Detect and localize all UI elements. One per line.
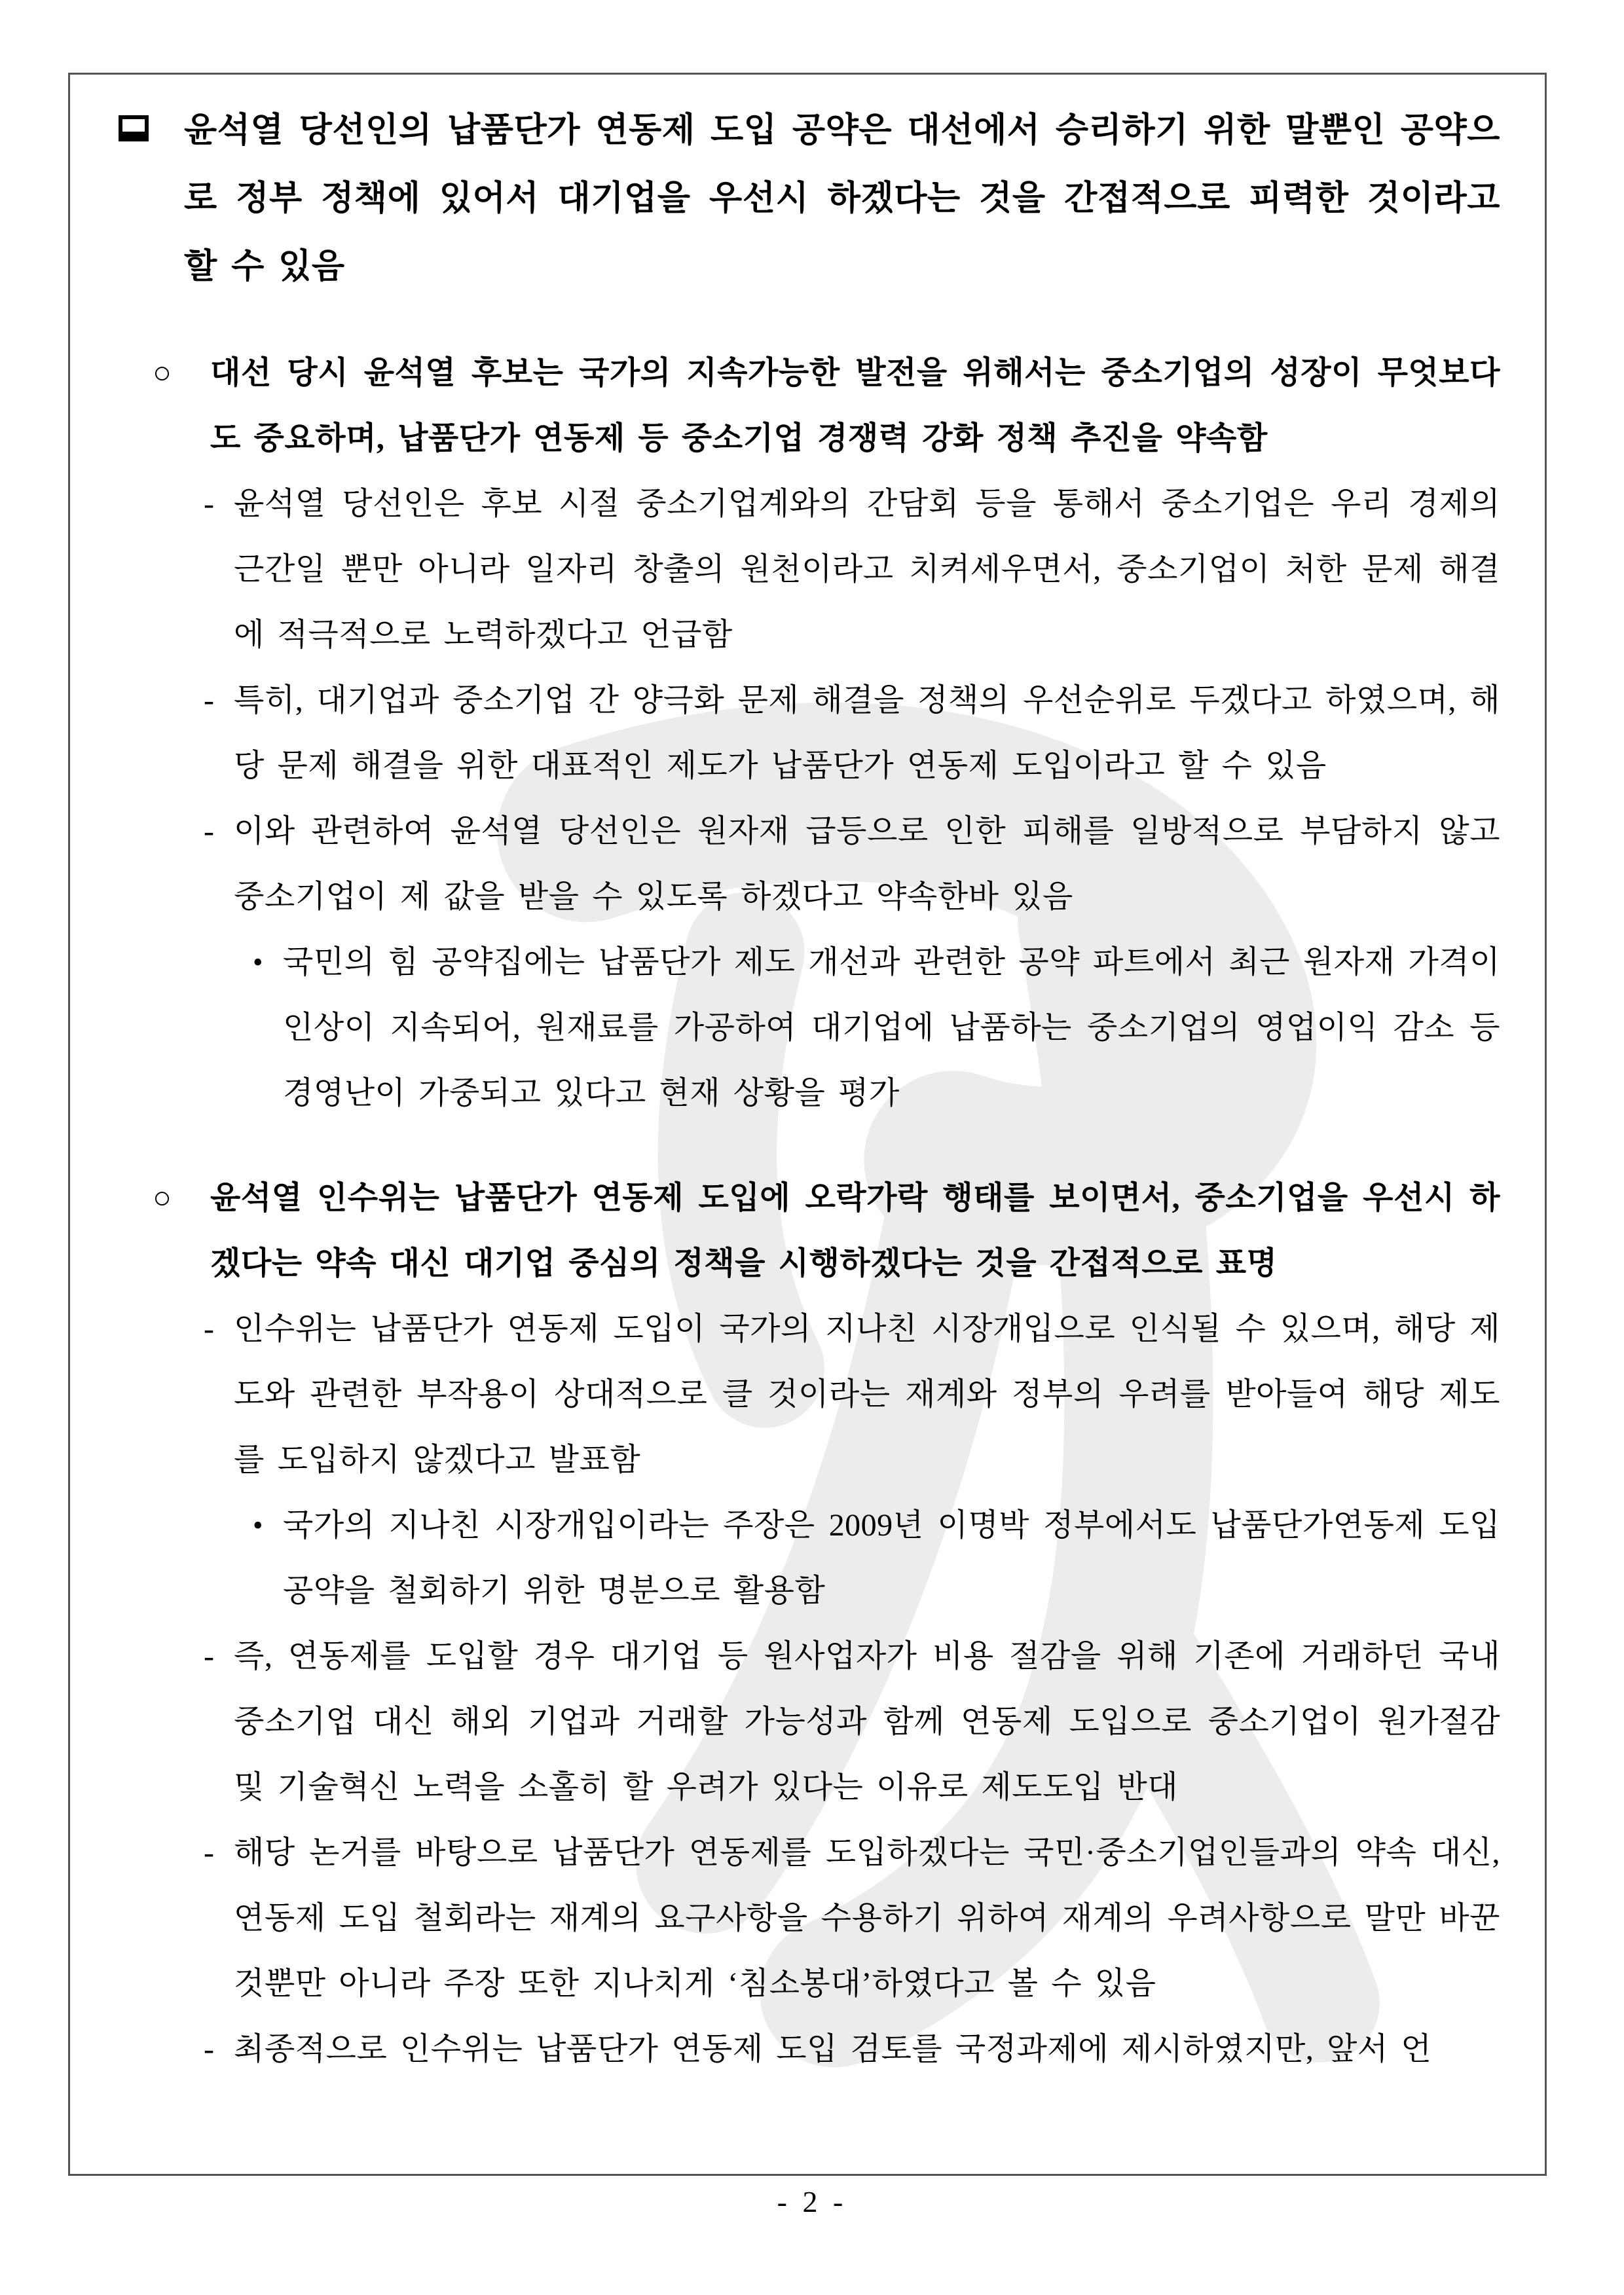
sub-bullet-item (253, 930, 1500, 1126)
bullet-text: 윤석열 당선인은 후보 시절 중소기업계와의 간담회 등을 통해서 중소기업은 우리 경제의 근간일 뿐만 아니라 일자리 창출의 원천이라고 치켜세우면서, 중소기업이 처한 문제 해결에 적극적으로 노력하겠다고 언급함 (234, 487, 1500, 652)
bullet-item (204, 1296, 1500, 1493)
section-1-text: 대선 당시 윤석열 후보는 국가의 지속가능한 발전을 위해서는 중소기업의 성장이 무엇보다도 중요하며, 납품단가 연동제 등 중소기업 경쟁력 강화 정책 추진을 약속함 (210, 356, 1500, 456)
dash-bullet-icon: - (204, 487, 215, 521)
bullet-item (204, 1820, 1500, 2017)
bullet-text: 특히, 대기업과 중소기업 간 양극화 문제 해결을 정책의 우선순위로 두겠다고 하였으며, 해당 문제 해결을 위한 대표적인 제도가 납품단가 연동제 도입이라고 할 수 있음 (234, 683, 1500, 783)
dash-bullet-icon: - (204, 683, 215, 718)
sub-bullet-item (253, 1493, 1500, 1624)
dot-bullet-icon: • (253, 1509, 263, 1541)
bullet-text: 이와 관련하여 윤석열 당선인은 원자재 급등으로 인한 피해를 일방적으로 부담하지 않고 중소기업이 제 값을 받을 수 있도록 하겠다고 약속한바 있음 (234, 814, 1500, 914)
heading-text: 윤석열 당선인의 납품단가 연동제 도입 공약은 대선에서 승리하기 위한 말뿐인 공약으로 정부 정책에 있어서 대기업을 우선시 하겠다는 것을 간접적으로 피력한 것이라고 할 수 있음 (184, 112, 1500, 285)
section-2-text: 윤석열 인수위는 납품단가 연동제 도입에 오락가락 행태를 보이면서, 중소기업을 우선시 하겠다는 약속 대신 대기업 중심의 정책을 시행하겠다는 것을 간접적으로 표명 (210, 1181, 1500, 1281)
bullet-item (204, 1624, 1500, 1820)
bullet-item (204, 668, 1500, 799)
bullet-text: 해당 논거를 바탕으로 납품단가 연동제를 도입하겠다는 국민·중소기업인들과의 약속 대신, 연동제 도입 철회라는 재계의 요구사항을 수용하기 위하여 재계의 우려사항으로 말만 바꾼 것뿐만 아니라 주장 또한 지나치게 ‘침소봉대’하였다고 볼 수 있음 (234, 1835, 1500, 2001)
dash-bullet-icon: - (204, 2032, 215, 2066)
square-bullet-icon (119, 97, 184, 165)
circle-bullet-icon: ○ (153, 1181, 172, 1215)
page-number: - 2 - (777, 2185, 847, 2218)
bullet-text: 최종적으로 인수위는 납품단가 연동제 도입 검토를 국정과제에 제시하였지만, 앞서 언 (234, 2032, 1432, 2066)
bullet-text: 인수위는 납품단가 연동제 도입이 국가의 지나친 시장개입으로 인식될 수 있으며, 해당 제도와 관련한 부작용이 상대적으로 클 것이라는 재계와 정부의 우려를 받아들여 해당 제도를 도입하지 않겠다고 발표함 (234, 1312, 1500, 1477)
heading-block (119, 97, 1500, 301)
sub-bullet-text: 국민의 힘 공약집에는 납품단가 제도 개선과 관련한 공약 파트에서 최근 원자재 가격이 인상이 지속되어, 원재료를 가공하여 대기업에 납품하는 중소기업의 영업이익 감소 등 경영난이 가중되고 있다고 현재 상황을 평가 (283, 945, 1500, 1111)
bullet-item (204, 799, 1500, 930)
bullet-item (204, 2017, 1500, 2082)
dot-bullet-icon: • (253, 946, 263, 978)
bullet-item (204, 471, 1500, 668)
circle-bullet-icon: ○ (153, 356, 172, 390)
section-1-heading (153, 340, 1500, 471)
dash-bullet-icon: - (204, 1312, 215, 1346)
section-2-heading (153, 1166, 1500, 1296)
bullet-text: 즉, 연동제를 도입할 경우 대기업 등 원사업자가 비용 절감을 위해 기존에 거래하던 국내 중소기업 대신 해외 기업과 거래할 가능성과 함께 연동제 도입으로 중소기업이 원가절감 및 기술혁신 노력을 소홀히 할 우려가 있다는 이유로 제도도입 반대 (234, 1639, 1500, 1805)
dash-bullet-icon: - (204, 1835, 215, 1870)
content-border-box (68, 73, 1547, 2176)
dash-bullet-icon: - (204, 814, 215, 849)
dash-bullet-icon: - (204, 1639, 215, 1674)
sub-bullet-text: 국가의 지나친 시장개입이라는 주장은 2009년 이명박 정부에서도 납품단가연동제 도입 공약을 철회하기 위한 명분으로 활용함 (283, 1508, 1500, 1608)
